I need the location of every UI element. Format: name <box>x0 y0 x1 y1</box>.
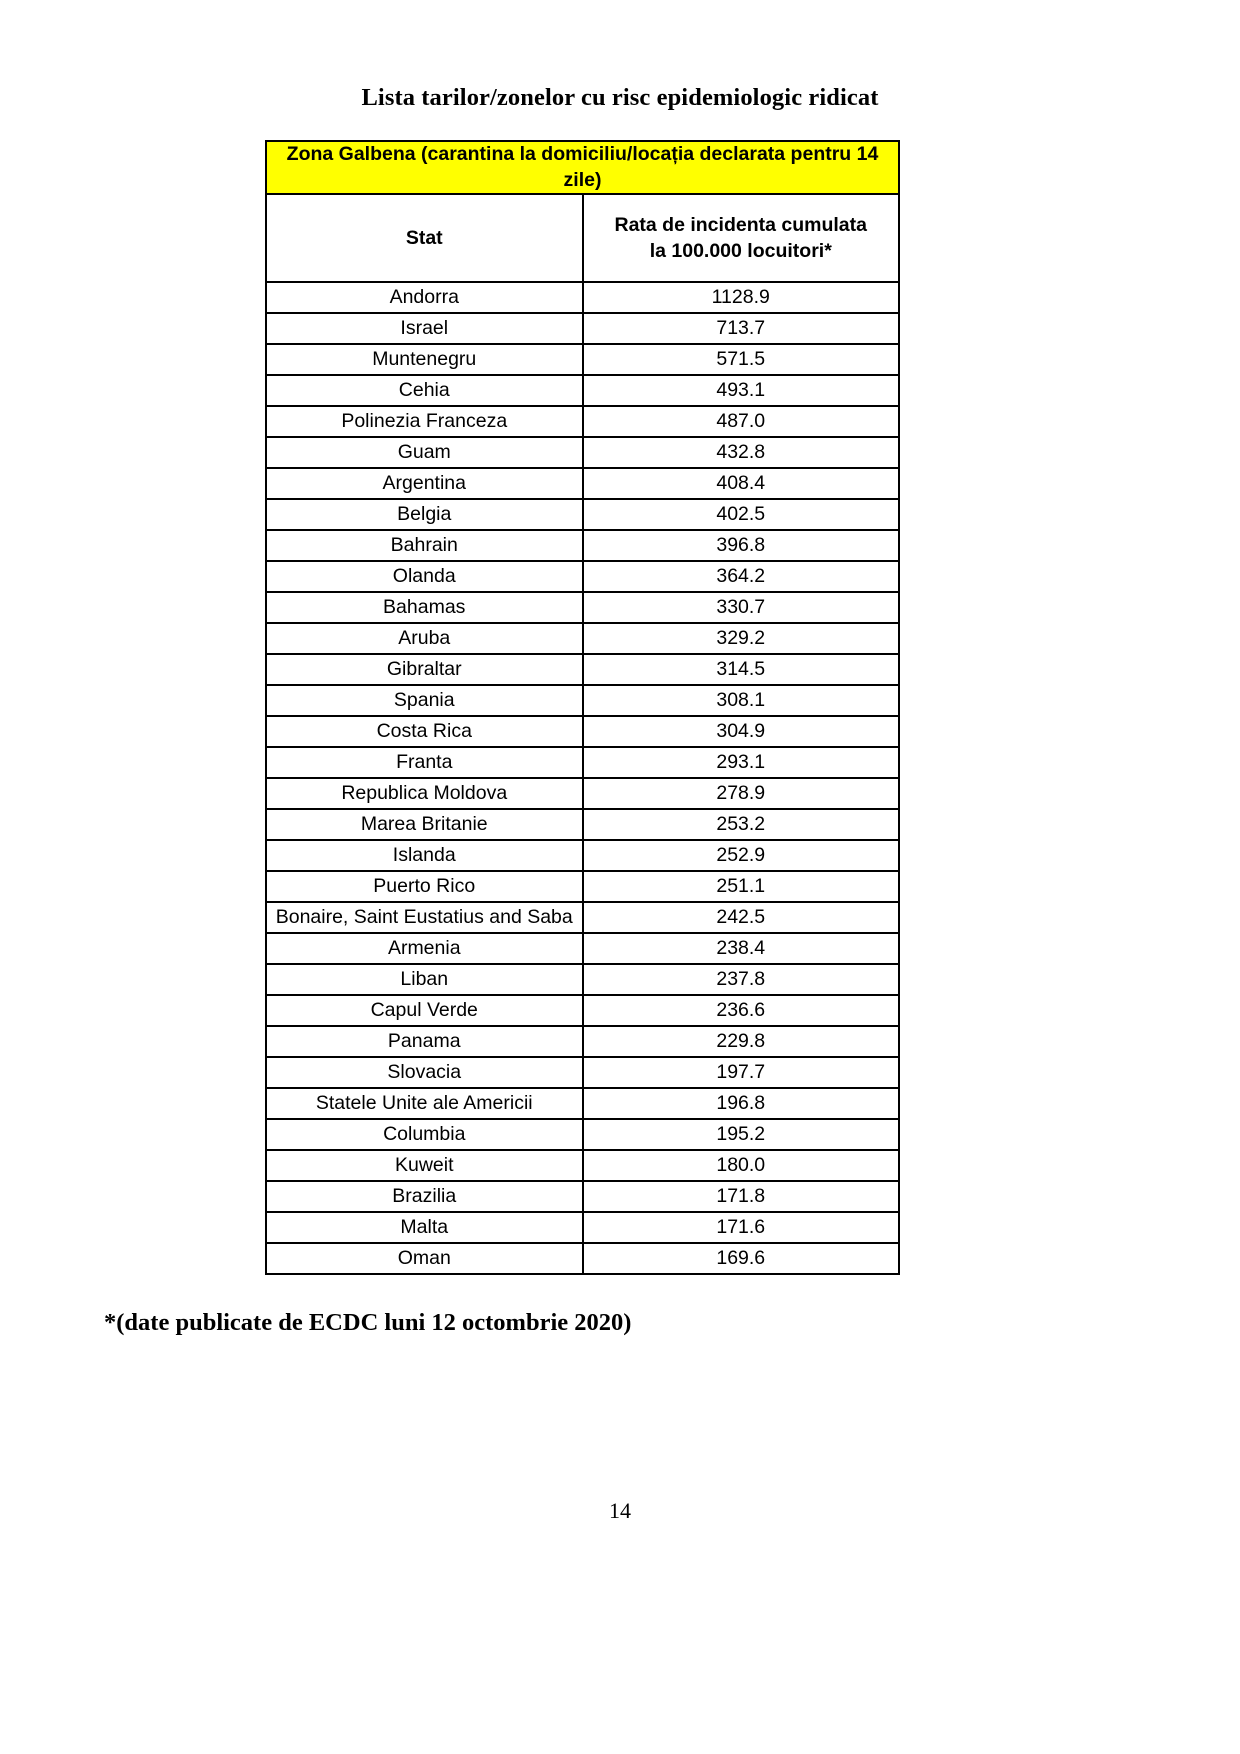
cell-rate: 308.1 <box>583 685 900 716</box>
cell-state: Oman <box>266 1243 583 1274</box>
cell-rate: 364.2 <box>583 561 900 592</box>
table-row <box>266 747 899 778</box>
table-row <box>266 995 899 1026</box>
cell-rate: 238.4 <box>583 933 900 964</box>
cell-state: Kuweit <box>266 1150 583 1181</box>
cell-state: Slovacia <box>266 1057 583 1088</box>
cell-state: Franta <box>266 747 583 778</box>
page-number: 14 <box>609 1498 631 1523</box>
cell-rate: 1128.9 <box>583 282 900 313</box>
cell-state: Guam <box>266 437 583 468</box>
cell-state: Polinezia Franceza <box>266 406 583 437</box>
table-row <box>266 375 899 406</box>
cell-rate: 197.7 <box>583 1057 900 1088</box>
cell-state: Olanda <box>266 561 583 592</box>
cell-rate: 330.7 <box>583 592 900 623</box>
zone-banner-cell: Zona Galbena (carantina la domiciliu/locația declarata pentru 14 zile) <box>266 141 899 194</box>
table-row <box>266 623 899 654</box>
cell-rate: 237.8 <box>583 964 900 995</box>
cell-rate: 278.9 <box>583 778 900 809</box>
table-row <box>266 685 899 716</box>
table-row <box>266 344 899 375</box>
cell-state: Bahamas <box>266 592 583 623</box>
table-row <box>266 1057 899 1088</box>
table-row <box>266 933 899 964</box>
cell-state: Panama <box>266 1026 583 1057</box>
table-row <box>266 1119 899 1150</box>
cell-rate: 493.1 <box>583 375 900 406</box>
column-header-row <box>266 194 899 282</box>
table-row <box>266 313 899 344</box>
cell-state: Republica Moldova <box>266 778 583 809</box>
cell-state: Islanda <box>266 840 583 871</box>
cell-rate: 242.5 <box>583 902 900 933</box>
cell-rate: 329.2 <box>583 623 900 654</box>
table-row <box>266 1243 899 1274</box>
cell-rate: 293.1 <box>583 747 900 778</box>
table-row <box>266 437 899 468</box>
table-row <box>266 406 899 437</box>
footnote: *(date publicate de ECDC luni 12 octombrie 2020) <box>104 1309 632 1336</box>
zone-banner-row <box>266 141 899 194</box>
cell-rate: 196.8 <box>583 1088 900 1119</box>
cell-state: Aruba <box>266 623 583 654</box>
table-row <box>266 1150 899 1181</box>
table-row <box>266 282 899 313</box>
cell-rate: 432.8 <box>583 437 900 468</box>
cell-state: Argentina <box>266 468 583 499</box>
cell-state: Liban <box>266 964 583 995</box>
cell-rate: 171.8 <box>583 1181 900 1212</box>
cell-rate: 251.1 <box>583 871 900 902</box>
risk-table-container <box>265 140 900 1275</box>
cell-state: Statele Unite ale Americii <box>266 1088 583 1119</box>
cell-rate: 408.4 <box>583 468 900 499</box>
cell-rate: 571.5 <box>583 344 900 375</box>
cell-rate: 253.2 <box>583 809 900 840</box>
column-header-state: Stat <box>266 194 583 282</box>
cell-state: Gibraltar <box>266 654 583 685</box>
table-row <box>266 778 899 809</box>
table-row <box>266 499 899 530</box>
cell-state: Capul Verde <box>266 995 583 1026</box>
cell-rate: 713.7 <box>583 313 900 344</box>
cell-state: Malta <box>266 1212 583 1243</box>
column-header-rate-line2: la 100.000 locuitori* <box>649 240 832 263</box>
cell-state: Columbia <box>266 1119 583 1150</box>
cell-state: Bonaire, Saint Eustatius and Saba <box>266 902 583 933</box>
cell-state: Israel <box>266 313 583 344</box>
cell-state: Brazilia <box>266 1181 583 1212</box>
cell-state: Muntenegru <box>266 344 583 375</box>
cell-state: Belgia <box>266 499 583 530</box>
cell-rate: 180.0 <box>583 1150 900 1181</box>
table-row <box>266 902 899 933</box>
cell-rate: 402.5 <box>583 499 900 530</box>
risk-table <box>265 140 900 1275</box>
page-title: Lista tarilor/zonelor cu risc epidemiologic ridicat <box>361 84 879 111</box>
cell-rate: 169.6 <box>583 1243 900 1274</box>
column-header-rate-line1: Rata de incidenta cumulata <box>614 214 867 237</box>
table-row <box>266 530 899 561</box>
table-row <box>266 716 899 747</box>
table-row <box>266 654 899 685</box>
cell-rate: 314.5 <box>583 654 900 685</box>
cell-state: Andorra <box>266 282 583 313</box>
table-row <box>266 468 899 499</box>
cell-state: Armenia <box>266 933 583 964</box>
table-row <box>266 809 899 840</box>
table-row <box>266 1212 899 1243</box>
cell-rate: 229.8 <box>583 1026 900 1057</box>
table-row <box>266 592 899 623</box>
table-row <box>266 1181 899 1212</box>
cell-state: Bahrain <box>266 530 583 561</box>
cell-rate: 171.6 <box>583 1212 900 1243</box>
cell-rate: 487.0 <box>583 406 900 437</box>
table-row <box>266 1026 899 1057</box>
table-row <box>266 840 899 871</box>
cell-rate: 396.8 <box>583 530 900 561</box>
column-header-rate <box>583 194 900 282</box>
table-row <box>266 871 899 902</box>
cell-rate: 236.6 <box>583 995 900 1026</box>
cell-state: Costa Rica <box>266 716 583 747</box>
cell-rate: 304.9 <box>583 716 900 747</box>
cell-state: Puerto Rico <box>266 871 583 902</box>
cell-state: Spania <box>266 685 583 716</box>
risk-table-body <box>266 141 899 1274</box>
cell-state: Marea Britanie <box>266 809 583 840</box>
table-row <box>266 964 899 995</box>
cell-rate: 252.9 <box>583 840 900 871</box>
table-row <box>266 561 899 592</box>
cell-state: Cehia <box>266 375 583 406</box>
table-row <box>266 1088 899 1119</box>
cell-rate: 195.2 <box>583 1119 900 1150</box>
